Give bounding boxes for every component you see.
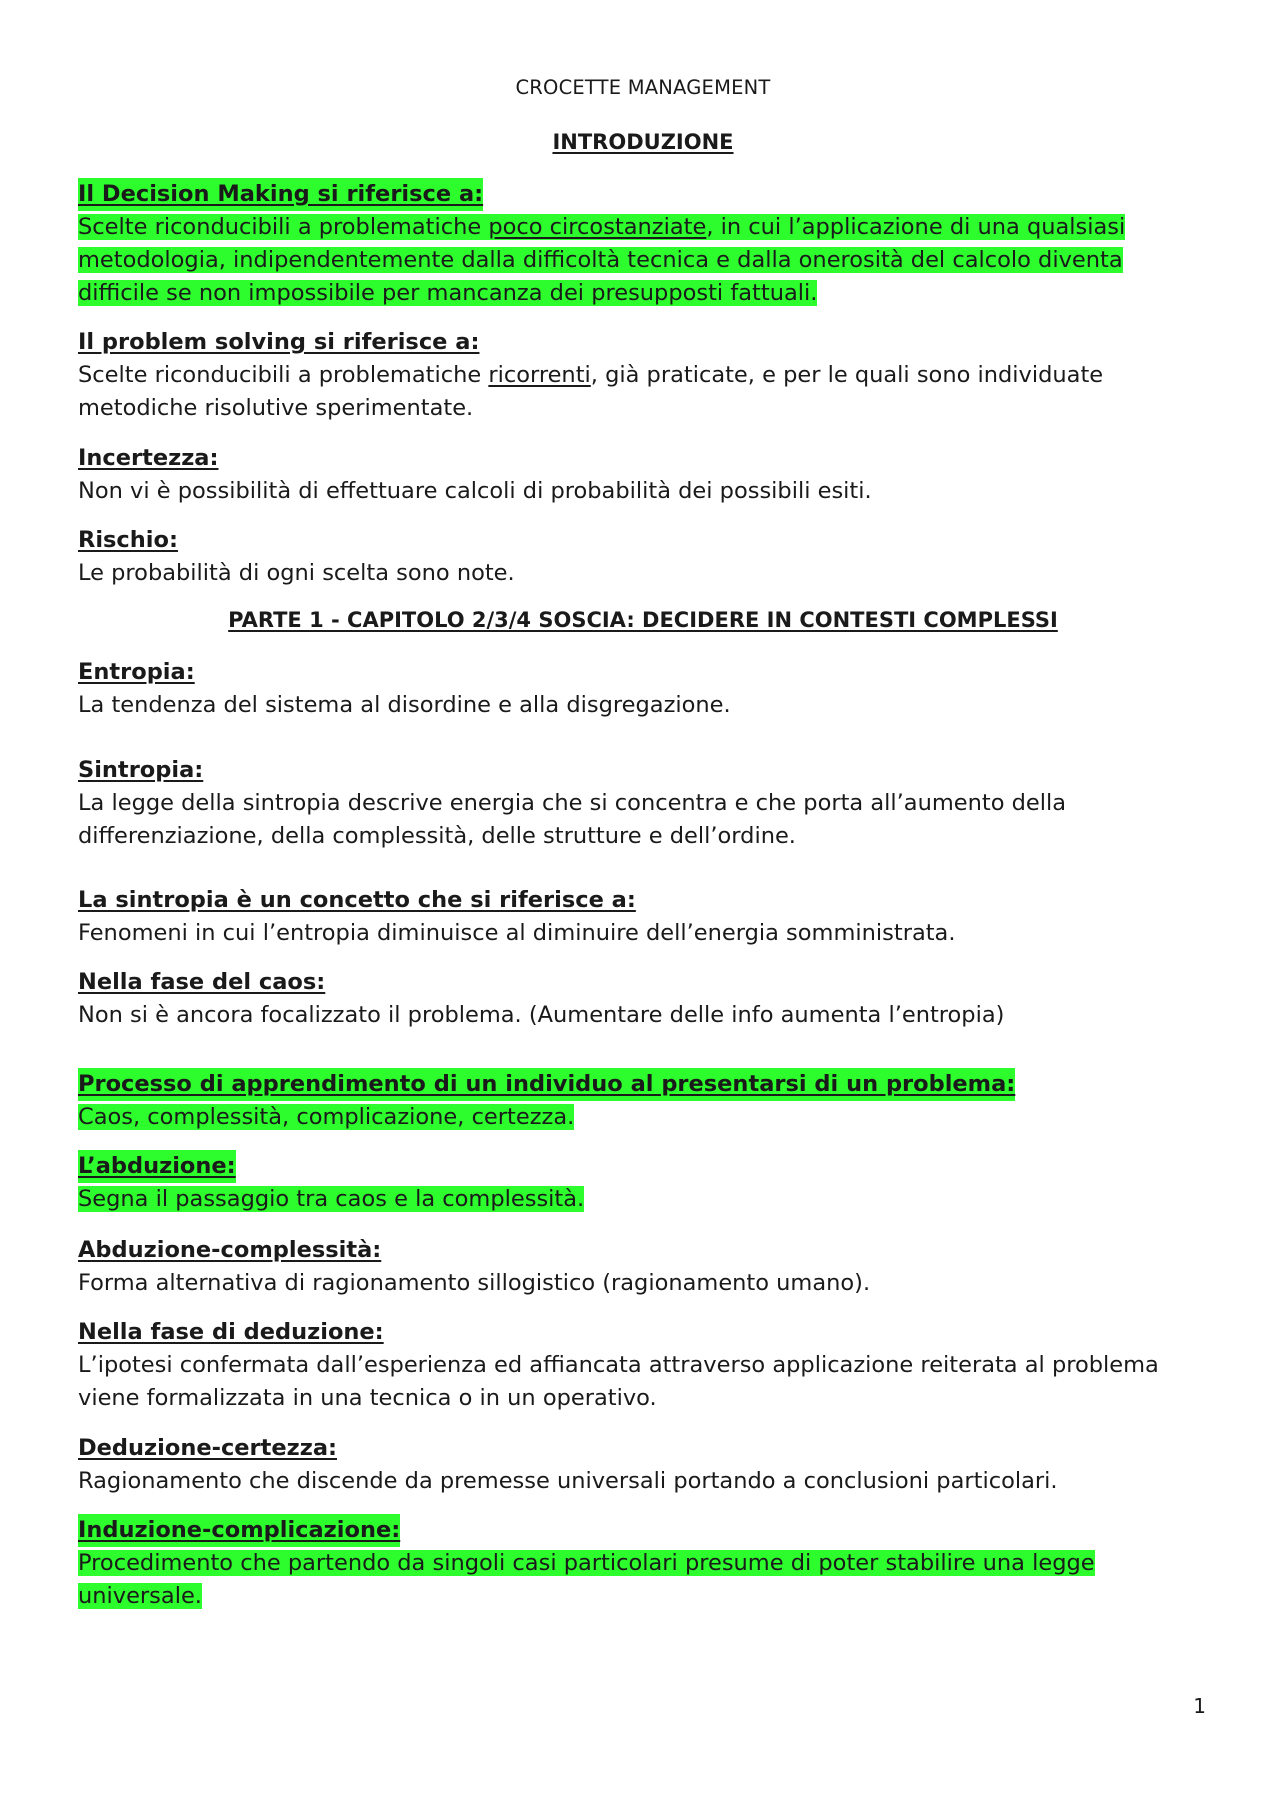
- entry-answer: Forma alternativa di ragionamento sillogistico (ragionamento umano).: [78, 1270, 871, 1296]
- entry-answer: [78, 211, 1208, 310]
- entry-question: Abduzione-complessità:: [78, 1237, 382, 1263]
- entry-answer: [78, 1101, 1208, 1134]
- entry-answer: Non vi è possibilità di effettuare calcoli di probabilità dei possibili esiti.: [78, 478, 872, 504]
- entry-question: Deduzione-certezza:: [78, 1435, 338, 1461]
- answer-text: Caos, complessità, complicazione, certezza.: [78, 1104, 575, 1130]
- answer-underlined-term: ricorrenti: [488, 362, 591, 388]
- section-heading-introduzione: INTRODUZIONE: [552, 130, 734, 154]
- entry-question: Il problem solving si riferisce a:: [78, 329, 480, 355]
- entry-fase-caos: [78, 966, 1208, 1032]
- entry-answer: Non si è ancora focalizzato il problema. (Aumentare delle info aumenta l’entropia): [78, 1002, 1005, 1028]
- entry-fase-deduzione: [78, 1316, 1208, 1415]
- entry-incertezza: [78, 442, 1208, 508]
- answer-text: Scelte riconducibili a problematiche: [78, 362, 489, 388]
- answer-text: Procedimento che partendo da singoli casi particolari presume di poter stabilire una legge universale.: [78, 1550, 1095, 1609]
- entry-answer: La tendenza del sistema al disordine e alla disgregazione.: [78, 692, 731, 718]
- entry-question: Il Decision Making si riferisce a:: [78, 178, 483, 211]
- answer-text: , in cui l’applicazione di una qualsiasi metodologia, indipendentemente dalla difficoltà tecnica e dalla onerosità del calcolo diventa difficile se non impossibile per mancanza dei presupposti fattuali.: [78, 214, 1126, 306]
- entry-question: Sintropia:: [78, 757, 204, 783]
- entry-rischio: [78, 524, 1208, 590]
- entry-answer: [78, 359, 1208, 425]
- entry-answer: Le probabilità di ogni scelta sono note.: [78, 560, 515, 586]
- entry-deduzione-certezza: [78, 1432, 1208, 1498]
- entry-question: La sintropia è un concetto che si riferisce a:: [78, 887, 636, 913]
- entry-decision-making: [78, 178, 1208, 310]
- entry-answer: Fenomeni in cui l’entropia diminuisce al diminuire dell’energia somministrata.: [78, 920, 956, 946]
- entry-question: Incertezza:: [78, 445, 219, 471]
- entry-abduzione: [78, 1150, 1208, 1216]
- entry-sintropia: [78, 754, 1208, 853]
- entry-answer: L’ipotesi confermata dall’esperienza ed affiancata attraverso applicazione reiterata al problema viene formalizzata in una tecnica o in un operativo.: [78, 1352, 1159, 1411]
- answer-underlined-term: poco circostanziate: [488, 214, 707, 240]
- entry-problem-solving: [78, 326, 1208, 425]
- entry-question: L’abduzione:: [78, 1150, 236, 1183]
- entry-entropia: [78, 656, 1208, 722]
- entry-sintropia-concetto: [78, 884, 1208, 950]
- answer-text: , già praticate, e per le quali sono individuate metodiche risolutive sperimentate.: [78, 362, 1104, 421]
- entry-processo-apprendimento: [78, 1068, 1208, 1134]
- entry-question: Rischio:: [78, 527, 178, 553]
- entry-answer: [78, 1183, 1208, 1216]
- entry-answer: La legge della sintropia descrive energia che si concentra e che porta all’aumento della differenziazione, della complessità, delle strutture e dell’ordine.: [78, 790, 1067, 849]
- entry-question: Nella fase del caos:: [78, 969, 326, 995]
- entry-question: Induzione-complicazione:: [78, 1514, 400, 1547]
- page-number: 1: [1193, 1694, 1206, 1718]
- entry-abduzione-complessita: [78, 1234, 1208, 1300]
- entry-question: Processo di apprendimento di un individuo al presentarsi di un problema:: [78, 1068, 1015, 1101]
- answer-text: Scelte riconducibili a problematiche: [78, 214, 489, 240]
- document-title: CROCETTE MANAGEMENT: [515, 76, 771, 99]
- entry-question: Nella fase di deduzione:: [78, 1319, 384, 1345]
- entry-answer: [78, 1547, 1208, 1613]
- section-heading-parte-1: PARTE 1 - CAPITOLO 2/3/4 SOSCIA: DECIDERE IN CONTESTI COMPLESSI: [228, 608, 1058, 632]
- entry-induzione-complicazione: [78, 1514, 1208, 1613]
- entry-answer: Ragionamento che discende da premesse universali portando a conclusioni particolari.: [78, 1468, 1058, 1494]
- answer-text: Segna il passaggio tra caos e la complessità.: [78, 1186, 585, 1212]
- entry-question: Entropia:: [78, 659, 195, 685]
